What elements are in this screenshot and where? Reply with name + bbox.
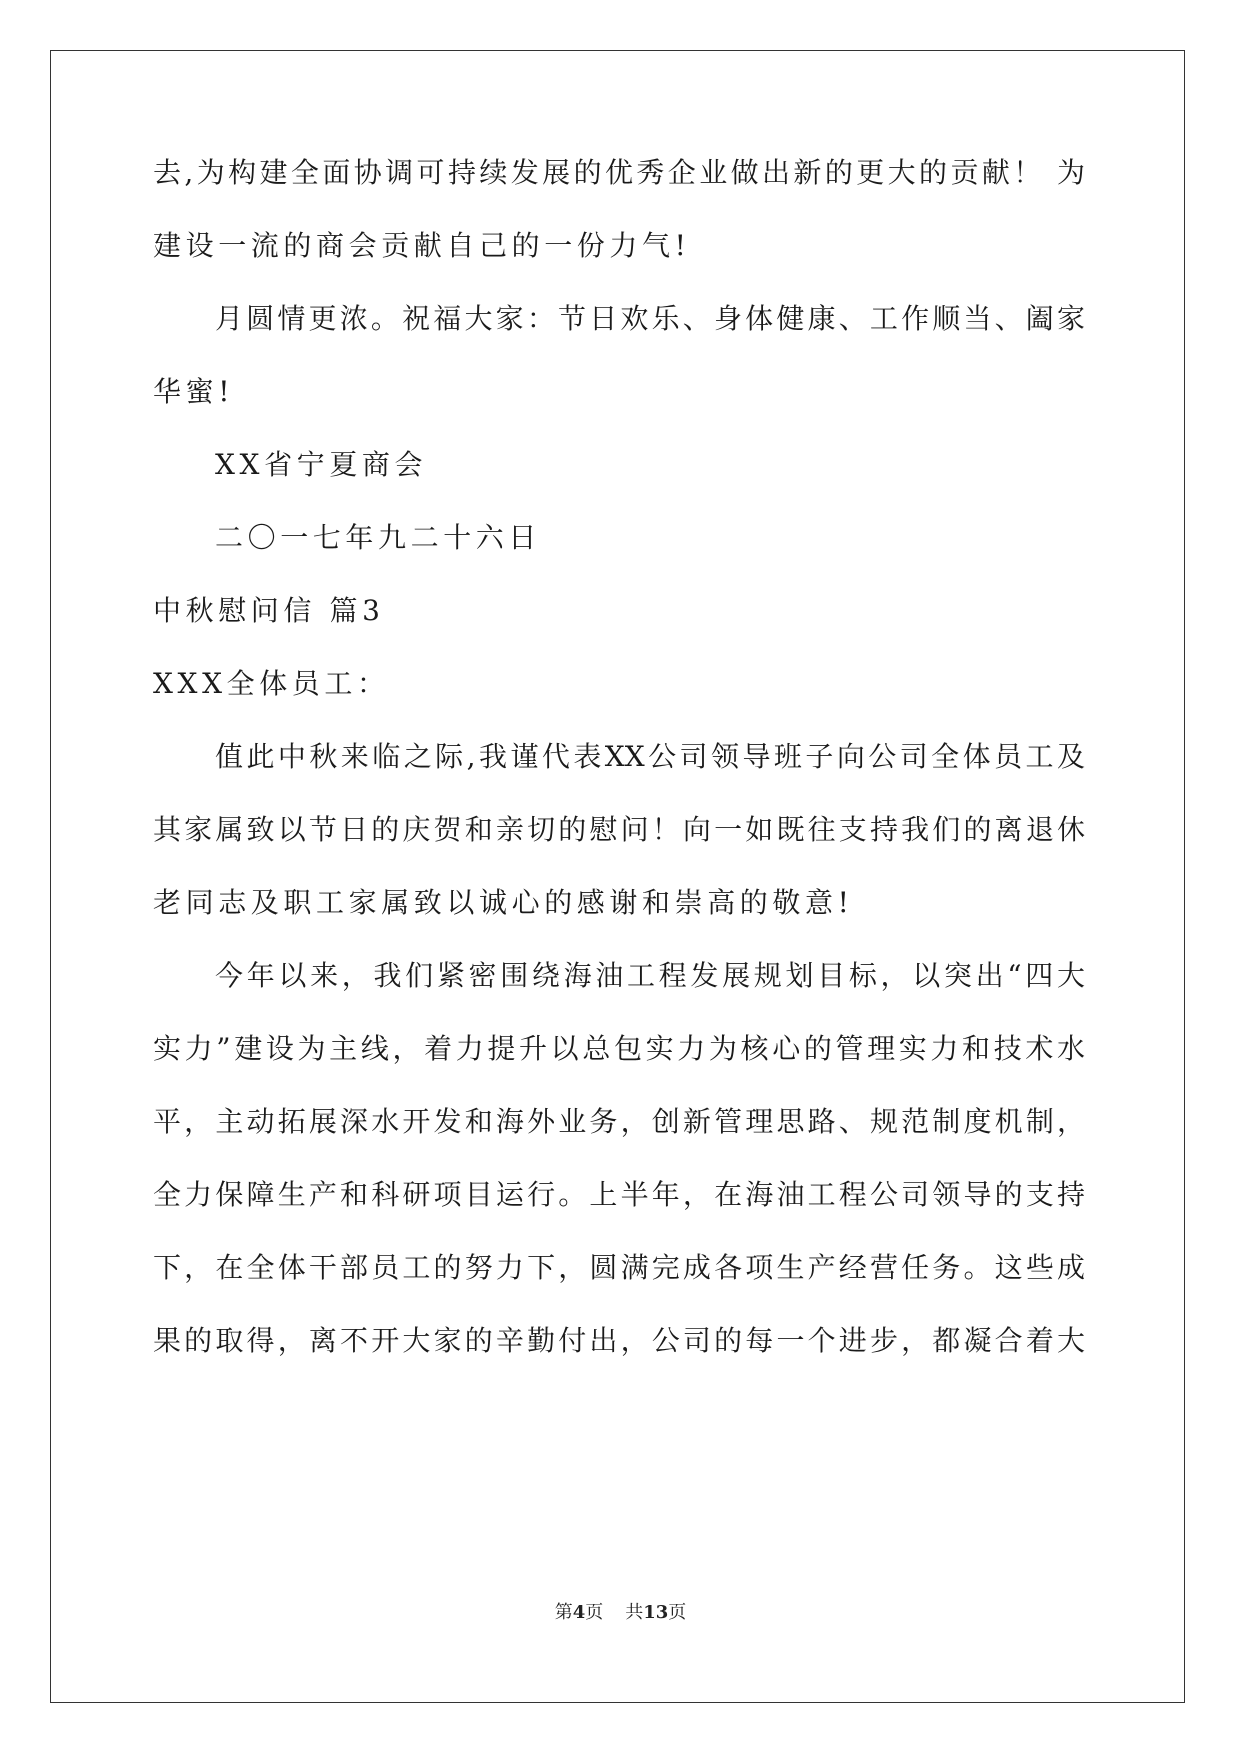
page-border	[50, 50, 1185, 1703]
total-prefix: 共	[625, 1602, 644, 1623]
body-text-line: 去,为构建全面协调可持续发展的优秀企业做出新的更大的贡献！ 为	[153, 156, 1085, 189]
body-text-line: 实力”建设为主线，着力提升以总包实力为核心的管理实力和技术水	[153, 1032, 1085, 1065]
signature-date: 二〇一七年九二十六日	[215, 521, 542, 554]
body-text-line: 月圆情更浓。祝福大家：节日欢乐、身体健康、工作顺当、阖家	[215, 302, 1085, 335]
body-text-line: 其家属致以节日的庆贺和亲切的慰问！向一如既往支持我们的离退休	[153, 813, 1085, 846]
body-text-line: 平，主动拓展深水开发和海外业务，创新管理思路、规范制度机制，	[153, 1105, 1085, 1138]
total-suffix: 页	[668, 1602, 687, 1623]
page-suffix: 页	[585, 1602, 604, 1623]
signature-organization: XX省宁夏商会	[215, 448, 428, 481]
page-footer	[0, 1601, 1241, 1625]
salutation: XXX全体员工：	[153, 667, 390, 700]
page-number: 4	[572, 1602, 586, 1623]
body-text-line: 全力保障生产和科研项目运行。上半年，在海油工程公司领导的支持	[153, 1178, 1085, 1211]
total-pages: 13	[643, 1602, 669, 1623]
page-prefix: 第	[554, 1602, 573, 1623]
body-text-line: 华蜜!	[153, 375, 235, 408]
body-text-line: 老同志及职工家属致以诚心的感谢和崇高的敬意!	[153, 886, 854, 919]
body-text-line: 下，在全体干部员工的努力下，圆满完成各项生产经营任务。这些成	[153, 1251, 1085, 1284]
body-text-line: 建设一流的商会贡献自己的一份力气!	[153, 229, 691, 262]
body-text-line: 今年以来，我们紧密围绕海油工程发展规划目标，以突出“四大	[215, 959, 1085, 992]
body-text-line: 值此中秋来临之际,我谨代表XX公司领导班子向公司全体员工及	[215, 740, 1085, 773]
section-heading: 中秋慰问信 篇3	[153, 594, 385, 627]
body-text-line: 果的取得，离不开大家的辛勤付出，公司的每一个进步，都凝合着大	[153, 1324, 1085, 1357]
